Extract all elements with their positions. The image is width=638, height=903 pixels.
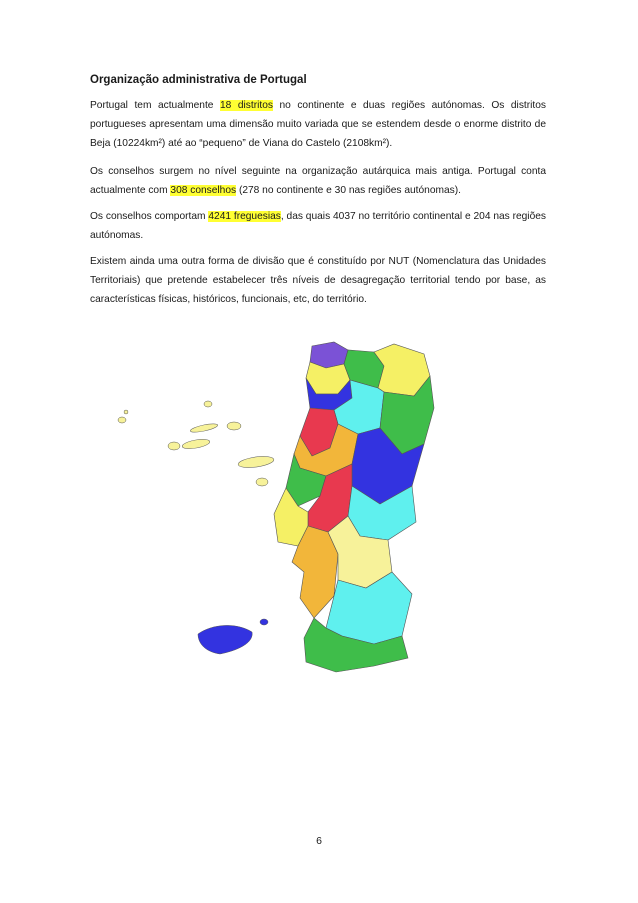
paragraph-parishes	[90, 207, 546, 245]
highlight-parishes: 4241 freguesias	[208, 211, 281, 222]
azores-islands	[118, 401, 275, 486]
madeira-island-main	[198, 625, 252, 654]
paragraph-districts-pre: Portugal tem actualmente	[90, 100, 220, 111]
azores-island-corvo	[124, 410, 128, 414]
highlight-districts: 18 distritos	[220, 100, 273, 111]
azores-island-terceira	[227, 422, 241, 430]
azores-island-saomiguel	[237, 455, 274, 470]
paragraph-councils-post: (278 no continente e 30 nas regiões autónomas).	[236, 185, 461, 196]
madeira-islands	[198, 619, 268, 654]
azores-island-flores	[118, 417, 126, 423]
paragraph-districts	[90, 96, 546, 153]
page-number: 6	[316, 835, 322, 847]
paragraph-nut: Existem ainda uma outra forma de divisão que é constituído por NUT (Nomenclatura das Unidades Territoriais) que pretende estabelecer três níveis de desagregação territorial tendo por base, as características físicas, históricos, funcionais, etc, do território.	[90, 256, 546, 305]
paragraph-councils	[90, 162, 546, 200]
section-title: Organização administrativa de Portugal	[90, 74, 307, 86]
paragraph-parishes-pre: Os conselhos comportam	[90, 211, 209, 222]
mainland-districts	[274, 342, 434, 672]
paragraph-parishes-post: , das quais 4037 no território continental e 204 nas regiões autónomas.	[90, 211, 546, 241]
portugal-districts-map	[112, 336, 448, 688]
azores-island-faial	[168, 442, 180, 450]
paragraph-districts-post: no continente e duas regiões autónomas. Os distritos portugueses apresentam uma dimensão muito variada que se estendem desde o enorme distrito de Beja (10224km²) até ao “pequeno” de Viana do Castelo (2108km²).	[90, 100, 546, 149]
azores-island-pico	[182, 438, 211, 451]
azores-island-saojorge	[190, 422, 219, 434]
paragraph-councils-pre: Os conselhos surgem no nível seguinte na organização autárquica mais antiga. Portugal conta actualmente com	[90, 166, 546, 196]
highlight-councils: 308 conselhos	[170, 185, 237, 196]
azores-island-santamaria	[256, 478, 268, 486]
madeira-island-portosanto	[260, 619, 268, 625]
azores-island-graciosa	[204, 401, 212, 407]
